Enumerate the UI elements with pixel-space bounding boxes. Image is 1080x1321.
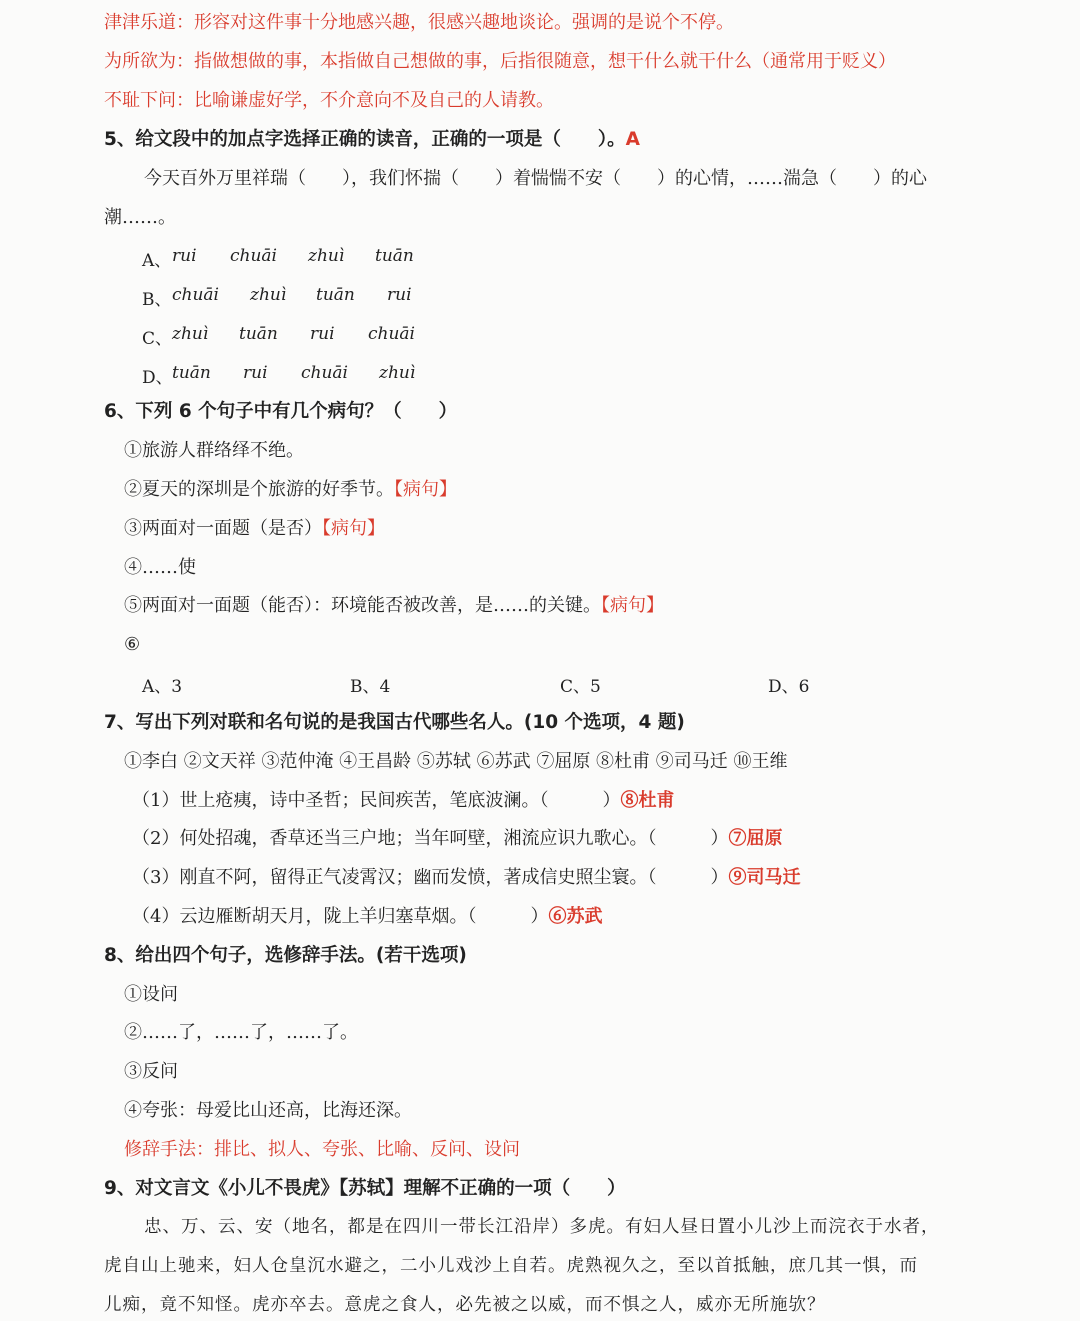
error-tag: 【病句】 [322, 518, 385, 539]
definition-line: 为所欲为：指做想做的事，本指做自己想做的事，后指很随意，想干什么就干什么（通常用于贬义） [104, 51, 896, 72]
pinyin: chuāi [301, 363, 348, 383]
question-5-text: 5、给文段中的加点字选择正确的读音，正确的一项是（ ）。 [104, 129, 626, 150]
sentence-text: ⑤两面对一面题（能否）：环境能否被改善，是……的关键。 [124, 595, 601, 616]
sentence-item [124, 556, 1080, 580]
rhetoric-note: 修辞手法：排比、拟人、夸张、比喻、反问、设问 [124, 1139, 520, 1160]
option: B、4 [350, 677, 391, 697]
couplet-item [132, 866, 1080, 890]
question-5-answer: A [625, 129, 640, 150]
pinyin: zhuì [308, 246, 345, 266]
sentence-text: ②夏天的深圳是个旅游的好季节。 [124, 479, 394, 500]
couplet-answer: ⑧杜甫 [620, 790, 675, 811]
option-row [0, 246, 1080, 270]
pinyin: zhuì [379, 363, 416, 383]
question-9-title [104, 1177, 1080, 1201]
question-9-text: 理解不正确的一项（ ） [403, 1178, 626, 1199]
question-5-passage: 今天百外万里祥瑞（ ），我们怀揣（ ）着惴惴不安（ ）的心情，……湍急（ ）的心 [144, 168, 927, 189]
sentence-item [124, 478, 1080, 502]
question-5-title [104, 128, 1080, 152]
classical-passage-line: 虎自山上驰来，妇人仓皇沉水避之，二小儿戏沙上自若。虎熟视久之，至以首抵触，庶几其一惧，而 [104, 1256, 918, 1276]
pinyin: chuāi [230, 246, 277, 266]
couplet-text: （3）刚直不阿，留得正气凌霄汉；幽而发愤，著成信史照尘寰。（ ） [132, 867, 729, 888]
option-row [0, 672, 1080, 696]
classical-passage-line: 儿痴，竟不知怪。虎亦卒去。意虎之食人，必先被之以威，而不惧之人，威亦无所施欤？ [104, 1295, 826, 1315]
pinyin: tuān [316, 285, 355, 305]
pinyin: tuān [172, 363, 211, 383]
pinyin: zhuì [250, 285, 287, 305]
pinyin: zhuì [172, 324, 209, 344]
couplet-item [132, 905, 1080, 929]
option-row [0, 363, 1080, 387]
option: C、5 [560, 677, 601, 697]
pinyin: chuāi [172, 285, 219, 305]
question-6-title: 6、下列 6 个句子中有几个病句？（ ） [104, 401, 458, 422]
couplet-item [132, 827, 1080, 851]
option-label: B、 [142, 290, 172, 310]
sentence-item [124, 439, 1080, 463]
definition-line: 不耻下问：比喻谦虚好学，不介意向不及自己的人请教。 [104, 90, 554, 111]
couplet-text: （4）云边雁断胡天月，陇上羊归塞草烟。（ ） [132, 906, 549, 927]
error-tag: 【病句】 [601, 595, 664, 616]
pinyin: tuān [375, 246, 414, 266]
sentence-text: ⑥ [124, 634, 141, 655]
sentence-item [124, 594, 1080, 618]
option-row [0, 285, 1080, 309]
pinyin: rui [387, 285, 412, 305]
question-7-choices: ①李白 ②文天祥 ③范仲淹 ④王昌龄 ⑤苏轼 ⑥苏武 ⑦屈原 ⑧杜甫 ⑨司马迁 ⑩王维 [124, 751, 788, 772]
pinyin: chuāi [368, 324, 415, 344]
couplet-answer: ⑦屈原 [728, 828, 783, 849]
question-9-text: 9、对文言文《小儿不畏虎》 [104, 1178, 339, 1199]
option-row [0, 324, 1080, 348]
pinyin: rui [243, 363, 268, 383]
pinyin: rui [172, 246, 197, 266]
question-5-passage: 潮……。 [104, 207, 176, 228]
sentence-item [124, 517, 1080, 541]
sentence-item [124, 633, 1080, 657]
sentence-text: ①旅游人群络绎不绝。 [124, 440, 304, 461]
option: D、6 [768, 677, 810, 697]
couplet-text: （2）何处招魂，香草还当三户地；当年呵壁，湘流应识九歌心。（ ） [132, 828, 729, 849]
sentence-text: ③两面对一面题（是否） [124, 518, 322, 539]
option-label: C、 [142, 329, 173, 349]
classical-passage-line: 忠、万、云、安（地名，都是在四川一带长江沿岸）多虎。有妇人昼日置小儿沙上而浣衣于水者， [144, 1217, 940, 1237]
error-tag: 【病句】 [394, 479, 457, 500]
option: A、3 [142, 677, 183, 697]
option-label: D、 [142, 368, 173, 388]
definition-line: 津津乐道：形容对这件事十分地感兴趣，很感兴趣地谈论。强调的是说个不停。 [104, 12, 734, 33]
pinyin: tuān [239, 324, 278, 344]
pinyin: rui [310, 324, 335, 344]
rhetoric-item: ①设问 [124, 984, 178, 1005]
couplet-answer: ⑨司马迁 [728, 867, 801, 888]
rhetoric-item: ②……了，……了，……了。 [124, 1022, 358, 1043]
option-label: A、 [142, 251, 172, 271]
question-9-author: 【苏轼】 [338, 1178, 404, 1199]
sentence-text: ④……使 [124, 557, 196, 578]
couplet-item [132, 789, 1080, 813]
rhetoric-item: ③反问 [124, 1061, 178, 1082]
question-8-title: 8、给出四个句子，选修辞手法。(若干选项) [104, 945, 467, 966]
question-7-title: 7、写出下列对联和名句说的是我国古代哪些名人。(10 个选项，4 题) [104, 712, 685, 733]
couplet-text: （1）世上疮痍，诗中圣哲；民间疾苦，笔底波澜。（ ） [132, 790, 621, 811]
couplet-answer: ⑥苏武 [548, 906, 603, 927]
rhetoric-item: ④夸张：母爱比山还高，比海还深。 [124, 1100, 412, 1121]
